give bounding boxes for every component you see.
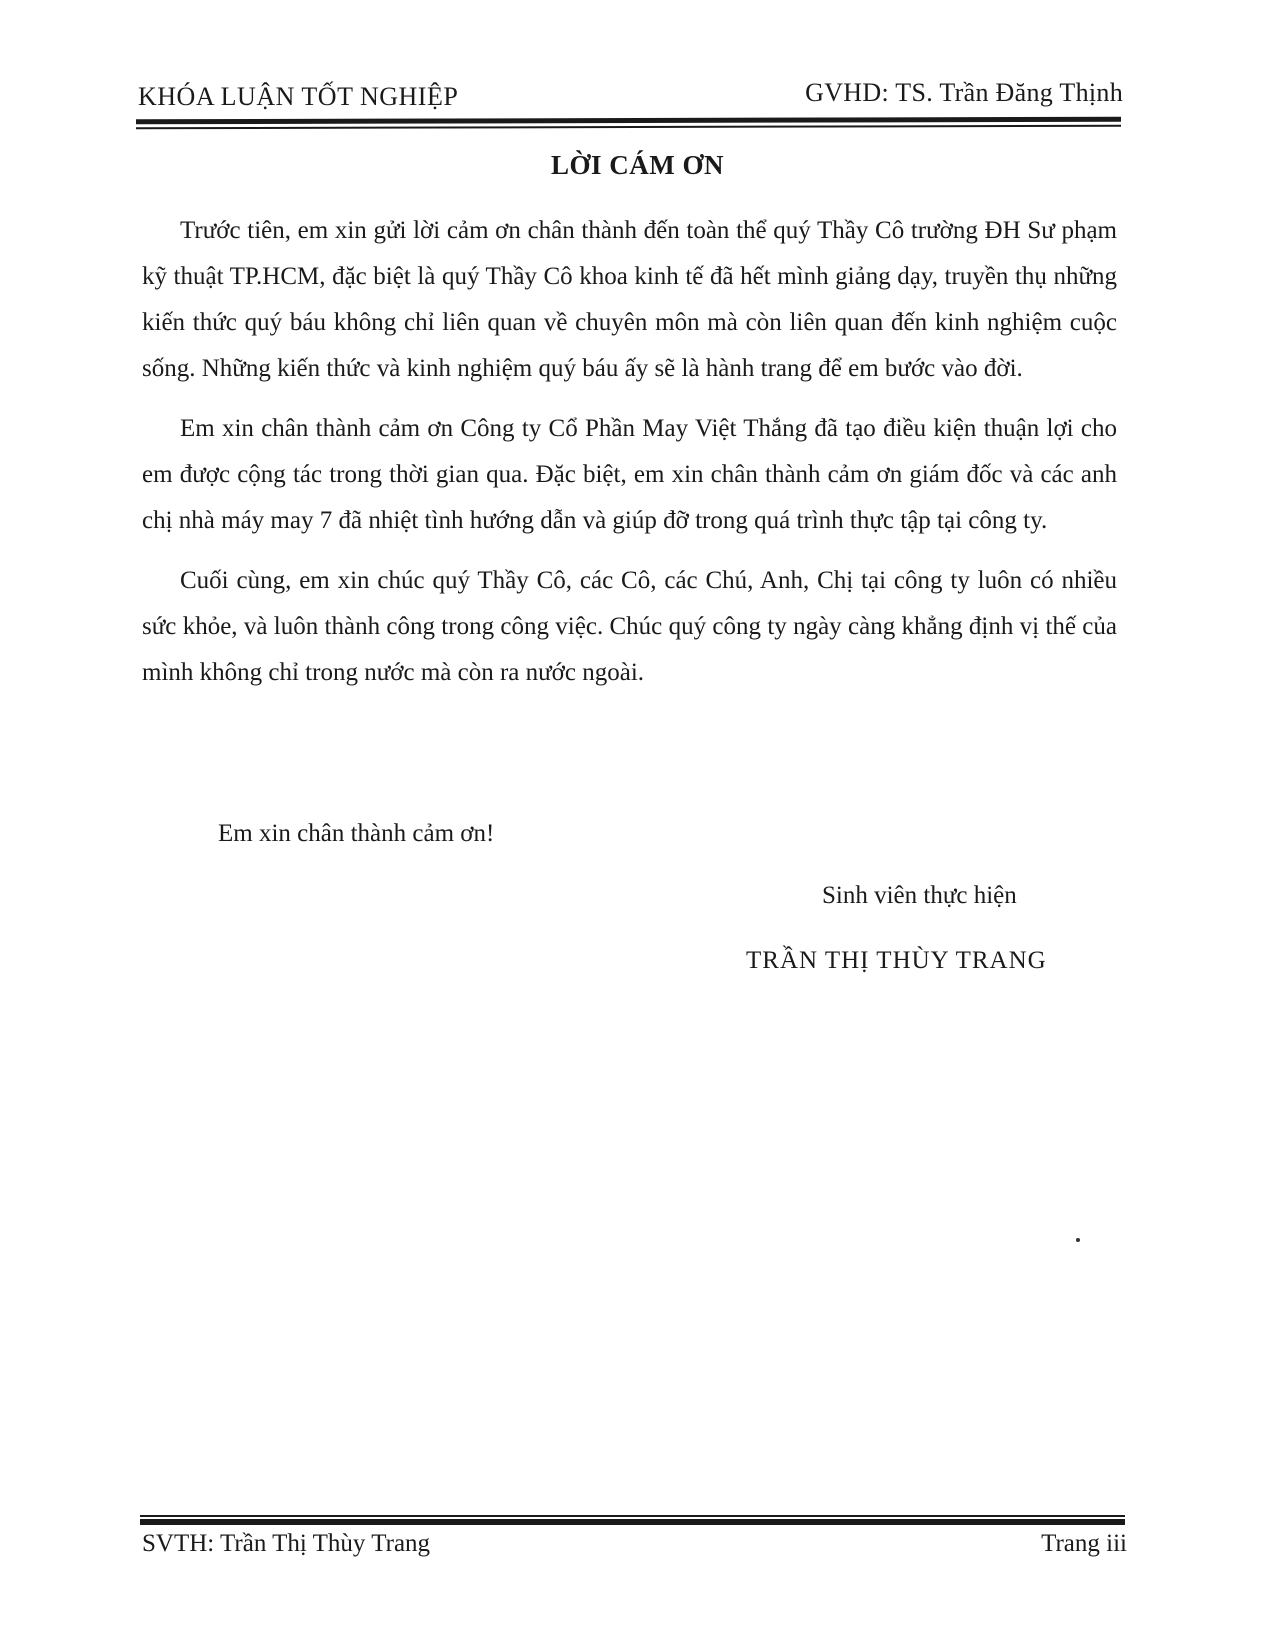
acknowledgement-body — [142, 208, 1117, 696]
header-advisor-label: GVHD: TS. Trần Đăng Thịnh — [805, 78, 1123, 107]
signature-name: TRẦN THỊ THÙY TRANG — [746, 947, 1047, 974]
paragraph-2: Em xin chân thành cảm ơn Công ty Cổ Phần May Việt Thắng đã tạo điều kiện thuận lợi cho em được cộng tác trong thời gian qua. Đặc biệt, em xin chân thành cảm ơn giám đốc và các anh chị nhà máy may 7 đã nhiệt tình hướng dẫn và giúp đỡ trong quá trình thực tập tại công ty. — [142, 415, 1117, 534]
page-footer — [142, 1530, 1127, 1564]
closing-line: Em xin chân thành cảm ơn! — [218, 820, 495, 847]
scan-speck — [1076, 1238, 1080, 1242]
page-title: LỜI CÁM ƠN — [551, 150, 724, 180]
paragraph-3: Cuối cùng, em xin chúc quý Thầy Cô, các Cô, các Chú, Anh, Chị tại công ty luôn có nhiều sức khỏe, và luôn thành công trong công việc. Chúc quý công ty ngày càng khẳng định vị thế của mình không chỉ trong nước mà còn ra nước ngoài. — [142, 567, 1117, 686]
footer-divider-thick — [140, 1519, 1125, 1525]
page-header — [138, 78, 1123, 114]
header-divider-thin — [136, 125, 1121, 130]
signature-role: Sinh viên thực hiện — [822, 882, 1017, 909]
footer-divider-thin — [140, 1515, 1125, 1517]
paragraph-1: Trước tiên, em xin gửi lời cảm ơn chân thành đến toàn thể quý Thầy Cô trường ĐH Sư phạm kỹ thuật TP.HCM, đặc biệt là quý Thầy Cô khoa kinh tế đã hết mình giảng dạy, truyền thụ những kiến thức quý báu không chỉ liên quan về chuyên môn mà còn liên quan đến kinh nghiệm cuộc sống. Những kiến thức và kinh nghiệm quý báu ấy sẽ là hành trang để em bước vào đời. — [142, 217, 1117, 382]
header-divider-thick — [136, 117, 1121, 125]
header-thesis-label: KHÓA LUẬN TỐT NGHIỆP — [138, 82, 459, 111]
footer-student-label: SVTH: Trần Thị Thùy Trang — [142, 1530, 431, 1557]
footer-page-number: Trang iii — [1041, 1530, 1127, 1557]
